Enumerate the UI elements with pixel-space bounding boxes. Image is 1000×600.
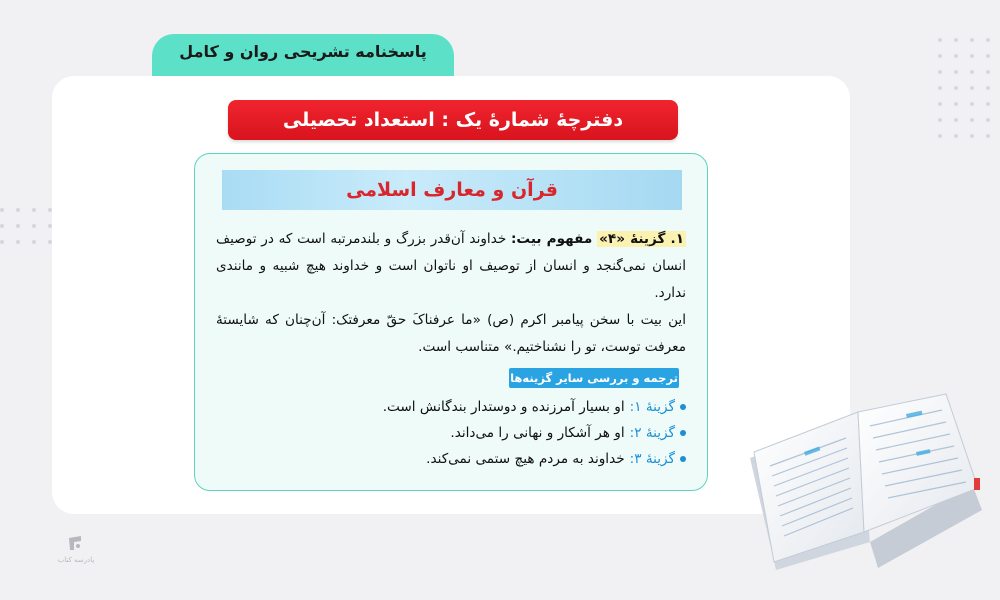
- review-options-label-text: ترجمه و بررسی سایر گزینه‌ها: [510, 371, 678, 385]
- booklet-title: دفترچهٔ شمارهٔ یک : استعداد تحصیلی: [282, 109, 624, 131]
- option-label: گزینهٔ ۱:: [629, 399, 675, 415]
- open-book-icon: [746, 392, 986, 572]
- option-item: [300, 394, 686, 420]
- hadith-paragraph: این بیت با سخن پیامبر اکرم (ص) «ما عرفناکَ حقّ معرفتک: آن‌چنان که شایستهٔ معرفت توست، تو را نشناختیم.» متناسب است.: [216, 312, 686, 355]
- booklet-title-banner: [228, 100, 678, 140]
- section-title: قرآن و معارف اسلامی: [346, 179, 558, 201]
- option-label: گزینهٔ ۳:: [629, 451, 675, 467]
- answer-explanation: [216, 226, 686, 361]
- decorative-dots-right: [938, 38, 990, 138]
- review-options-label: [509, 368, 679, 388]
- question-number: ۱. گزینهٔ «۴»: [599, 231, 685, 247]
- brand-logo-text: پادرسه کتاب: [57, 556, 95, 564]
- option-text: او هر آشکار و نهانی را می‌داند.: [450, 425, 625, 441]
- option-label: گزینهٔ ۲:: [629, 425, 675, 441]
- options-list: [300, 394, 686, 472]
- concept-paragraph: [216, 226, 686, 307]
- answer-key-tab-label: پاسخنامه تشریحی روان و کامل: [179, 42, 427, 61]
- brand-logo-icon: [64, 530, 88, 554]
- brand-logo: [56, 530, 96, 570]
- section-header: [222, 170, 682, 210]
- decorative-dots-left: [0, 208, 52, 244]
- concept-label: مفهوم بیت:: [511, 231, 593, 247]
- answer-key-tab: [152, 34, 454, 82]
- option-item: [300, 446, 686, 472]
- bullet-icon: [680, 430, 686, 436]
- option-item: [300, 420, 686, 446]
- option-text: خداوند به مردم هیچ ستمی نمی‌کند.: [426, 451, 625, 467]
- option-text: او بسیار آمرزنده و دوستدار بندگانش است.: [382, 399, 625, 415]
- concept-text: خداوند آن‌قدر بزرگ و بلندمرتبه است که در توصیف انسان نمی‌گنجد و انسان از توصیف او ناتوان است و خداوند هیچ شبیه و مانندی ندارد.: [216, 231, 686, 301]
- bullet-icon: [680, 456, 686, 462]
- bullet-icon: [680, 404, 686, 410]
